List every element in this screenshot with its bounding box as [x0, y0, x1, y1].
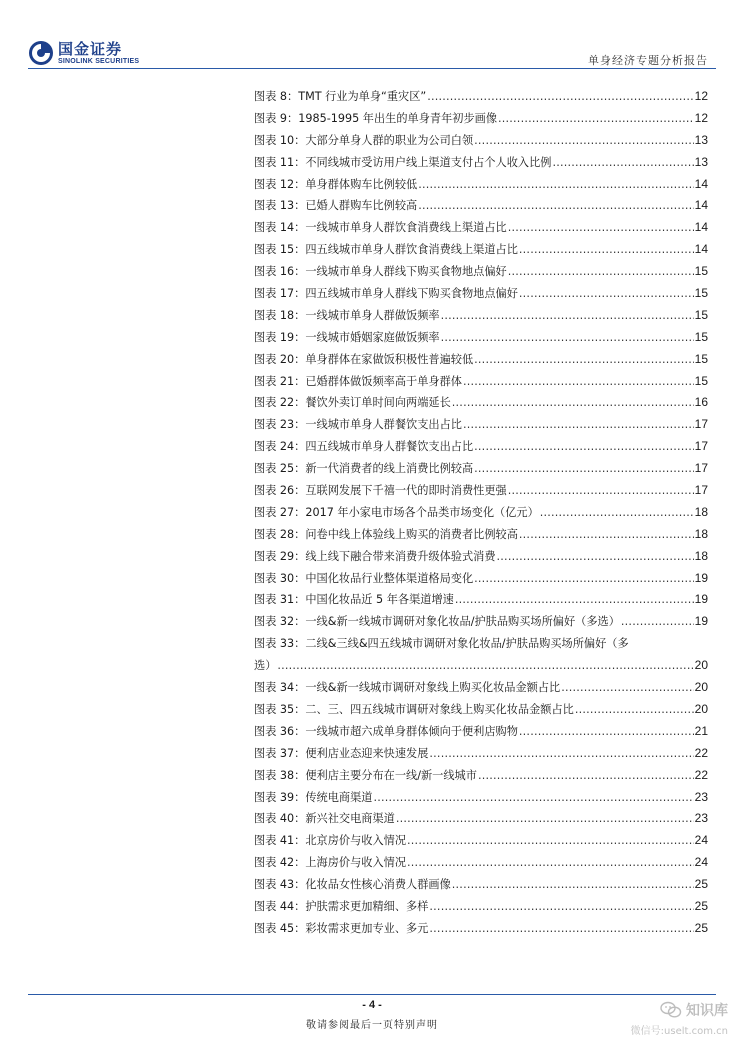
toc-entry-page: 25 [694, 920, 708, 935]
dot-leader [429, 922, 693, 935]
toc-entry-page: 21 [694, 723, 708, 738]
dot-leader [575, 703, 694, 716]
toc-entry-page: 16 [694, 395, 708, 410]
toc-entry-page: 25 [694, 898, 708, 913]
toc-entry[interactable] [254, 789, 708, 811]
figure-index [254, 88, 708, 942]
watermark [631, 1000, 728, 1037]
watermark-account: 微信号:uselt.com.cn [630, 1026, 728, 1037]
toc-entry-title: 图表 27：2017 年小家电市场各个品类市场变化（亿元） [254, 505, 539, 519]
toc-entry-page: 17 [694, 439, 708, 454]
toc-entry[interactable] [254, 460, 708, 482]
toc-entry-page: 13 [694, 132, 708, 147]
toc-entry[interactable] [254, 154, 708, 176]
toc-entry-title: 图表 10：大部分单身人群的职业为公司白领 [254, 133, 474, 147]
toc-entry-page: 17 [694, 417, 708, 432]
dot-leader [452, 396, 694, 409]
toc-entry[interactable] [254, 329, 708, 351]
toc-entry-page: 14 [694, 242, 708, 257]
dot-leader [418, 178, 693, 191]
toc-entry-page: 19 [694, 592, 708, 607]
toc-entry-title: 图表 43：化妆品女性核心消费人群画像 [254, 878, 451, 892]
toc-entry-title: 图表 21：已婚群体做饭频率高于单身群体 [254, 374, 462, 388]
dot-leader [621, 615, 694, 628]
toc-entry-title: 图表 16：一线城市单身人群线下购买食物地点偏好 [254, 265, 507, 279]
toc-entry-page: 12 [694, 110, 708, 125]
toc-entry-page: 24 [694, 855, 708, 870]
company-logo [28, 40, 139, 66]
toc-entry-title: 图表 41：北京房价与收入情况 [254, 834, 407, 848]
toc-entry-title: 图表 20：单身群体在家做饭积极性普遍较低 [254, 352, 474, 366]
toc-entry-page: 25 [694, 877, 708, 892]
toc-entry-page: 12 [694, 89, 708, 103]
dot-leader [452, 878, 694, 891]
toc-entry-page: 17 [694, 461, 708, 476]
toc-entry-wrapped-line2[interactable] [254, 657, 708, 679]
toc-entry[interactable] [254, 613, 708, 635]
toc-entry-title: 图表 34：一线&新一线城市调研对象线上购买化妆品金额占比 [254, 681, 561, 695]
disclaimer-note: 敬请参阅最后一页特别声明 [306, 1020, 438, 1031]
dot-leader [519, 243, 694, 256]
toc-entry-page: 18 [694, 504, 708, 519]
toc-entry-page: 14 [694, 176, 708, 191]
toc-entry-title: 图表 22：餐饮外卖订单时间向两端延长 [254, 396, 451, 410]
toc-entry[interactable] [254, 416, 708, 438]
toc-entry-title: 图表 37：便利店业态迎来快速发展 [254, 746, 429, 760]
toc-entry-title: 图表 44：护肤需求更加精细、多样 [254, 899, 429, 913]
toc-entry[interactable] [254, 394, 708, 416]
dot-leader [552, 156, 693, 169]
toc-entry-title: 图表 36：一线城市超六成单身群体倾向于便利店购物 [254, 724, 518, 738]
dot-leader [561, 681, 693, 694]
toc-entry-page: 15 [694, 351, 708, 366]
toc-entry-page: 20 [694, 658, 708, 673]
toc-entry[interactable] [254, 88, 708, 110]
toc-entry[interactable] [254, 307, 708, 329]
watermark-name: 知识库 [686, 1003, 728, 1019]
toc-entry[interactable] [254, 854, 708, 876]
toc-entry-title: 图表 26：互联网发展下千禧一代的即时消费性更强 [254, 484, 507, 498]
toc-entry-title: 图表 8：TMT 行业为单身“重灾区” [254, 90, 427, 103]
toc-entry[interactable] [254, 876, 708, 898]
dot-leader [373, 791, 693, 804]
toc-entry-title: 图表 12：单身群体购车比例较低 [254, 177, 418, 191]
toc-entry[interactable] [254, 767, 708, 789]
dot-leader [498, 112, 694, 125]
toc-entry-title: 图表 15：四五线城市单身人群饮食消费线上渠道占比 [254, 243, 518, 257]
toc-entry-page: 22 [694, 767, 708, 782]
toc-entry[interactable] [254, 810, 708, 832]
toc-entry-page: 20 [694, 701, 708, 716]
report-type-title: 单身经济专题分析报告 [588, 54, 708, 67]
toc-entry-title: 图表 31：中国化妆品近 5 年各渠道增速 [254, 593, 454, 607]
toc-entry-title: 图表 25：新一代消费者的线上消费比例较高 [254, 462, 474, 476]
toc-entry[interactable] [254, 482, 708, 504]
toc-entry-page: 14 [694, 198, 708, 213]
toc-entry-title: 图表 29：线上线下融合带来消费升级体验式消费 [254, 549, 496, 563]
toc-entry-page: 15 [694, 286, 708, 301]
toc-entry[interactable] [254, 132, 708, 154]
toc-entry-page: 14 [694, 220, 708, 235]
toc-entry-page: 18 [694, 548, 708, 563]
toc-entry-page: 22 [694, 745, 708, 760]
toc-entry-page: 20 [694, 680, 708, 695]
toc-entry-title: 图表 33：二线&三线&四五线城市调研对象化妆品/护肤品购买场所偏好（多 [254, 637, 629, 651]
toc-entry[interactable] [254, 285, 708, 307]
toc-entry-title: 图表 19：一线城市婚姻家庭做饭频率 [254, 330, 440, 344]
dot-leader [474, 353, 693, 366]
toc-entry-page: 15 [694, 329, 708, 344]
toc-entry[interactable] [254, 241, 708, 263]
toc-entry[interactable] [254, 832, 708, 854]
toc-entry-page: 15 [694, 307, 708, 322]
dot-leader [455, 593, 694, 606]
dot-leader [508, 221, 694, 234]
dot-leader [407, 834, 694, 847]
dot-leader [519, 287, 694, 300]
toc-entry[interactable] [254, 591, 708, 613]
toc-entry[interactable] [254, 219, 708, 241]
dot-leader [519, 528, 694, 541]
dot-leader [427, 90, 693, 103]
toc-entry-title: 图表 32：一线&新一线城市调研对象化妆品/护肤品购买场所偏好（多选） [254, 615, 620, 629]
toc-entry-page: 17 [694, 483, 708, 498]
toc-entry-title-cont: 选） [254, 659, 277, 673]
dot-leader [407, 856, 694, 869]
toc-entry-title: 图表 13：已婚人群购车比例较高 [254, 199, 418, 213]
toc-entry-title: 图表 24：四五线城市单身人群餐饮支出占比 [254, 440, 474, 454]
wechat-icon [660, 1001, 682, 1019]
toc-entry-title: 图表 14：一线城市单身人群饮食消费线上渠道占比 [254, 221, 507, 235]
dot-leader [441, 331, 694, 344]
toc-entry[interactable] [254, 548, 708, 570]
dot-leader [474, 572, 693, 585]
dot-leader [474, 440, 693, 453]
dot-leader [418, 199, 693, 212]
dot-leader [429, 747, 693, 760]
toc-entry[interactable] [254, 526, 708, 548]
dot-leader [474, 462, 693, 475]
toc-entry-page: 24 [694, 833, 708, 848]
toc-entry-title: 图表 11：不同线城市受访用户线上渠道支付占个人收入比例 [254, 155, 552, 169]
page-number: - 4 - [362, 999, 382, 1011]
toc-entry-page: 19 [694, 570, 708, 585]
toc-entry[interactable] [254, 898, 708, 920]
toc-entry-title: 图表 9：1985-1995 年出生的单身青年初步画像 [254, 111, 498, 125]
toc-entry-title: 图表 17：四五线城市单身人群线下购买食物地点偏好 [254, 287, 518, 301]
toc-entry[interactable] [254, 176, 708, 198]
dot-leader [519, 725, 694, 738]
logo-english-name: SINOLINK SECURITIES [58, 57, 140, 65]
dot-leader [277, 659, 693, 672]
toc-entry[interactable] [254, 197, 708, 219]
toc-entry[interactable] [254, 679, 708, 701]
dot-leader [497, 550, 694, 563]
footer-divider [28, 994, 716, 995]
toc-entry[interactable] [254, 438, 708, 460]
toc-entry-wrapped-line1[interactable] [254, 635, 708, 657]
toc-entry-title: 图表 30：中国化妆品行业整体渠道格局变化 [254, 571, 474, 585]
toc-entry-page: 15 [694, 264, 708, 279]
dot-leader [429, 900, 693, 913]
toc-entry-title: 图表 40：新兴社交电商渠道 [254, 812, 395, 826]
toc-entry-title: 图表 45：彩妆需求更加专业、多元 [254, 921, 429, 935]
toc-entry-title: 图表 28：问卷中线上体验线上购买的消费者比例较高 [254, 527, 518, 541]
toc-entry[interactable] [254, 745, 708, 767]
toc-entry-title: 图表 18：一线城市单身人群做饭频率 [254, 308, 440, 322]
dot-leader [508, 265, 694, 278]
toc-entry[interactable] [254, 110, 708, 132]
toc-entry[interactable] [254, 504, 708, 526]
header-divider [28, 68, 716, 69]
dot-leader [463, 418, 694, 431]
toc-entry[interactable] [254, 263, 708, 285]
toc-entry-page: 13 [694, 154, 708, 169]
toc-entry-title: 图表 35：二、三、四五线城市调研对象线上购买化妆品金额占比 [254, 702, 574, 716]
dot-leader [463, 375, 694, 388]
toc-entry[interactable] [254, 701, 708, 723]
toc-entry-page: 18 [694, 526, 708, 541]
toc-entry-page: 23 [694, 811, 708, 826]
dot-leader [508, 484, 694, 497]
toc-entry[interactable] [254, 723, 708, 745]
logo-chinese-name: 国金证券 [58, 39, 123, 58]
page-header [0, 0, 744, 72]
toc-entry-title: 图表 38：便利店主要分布在一线/新一线城市 [254, 768, 477, 782]
toc-entry[interactable] [254, 373, 708, 395]
toc-entry-page: 19 [694, 614, 708, 629]
toc-entry[interactable] [254, 570, 708, 592]
toc-entry[interactable] [254, 920, 708, 942]
toc-entry-title: 图表 39：传统电商渠道 [254, 790, 373, 804]
dot-leader [474, 134, 693, 147]
dot-leader [441, 309, 694, 322]
dot-leader [478, 769, 694, 782]
dot-leader [540, 506, 694, 519]
toc-entry-page: 15 [694, 373, 708, 388]
toc-entry[interactable] [254, 351, 708, 373]
toc-entry-title: 图表 23：一线城市单身人群餐饮支出占比 [254, 418, 462, 432]
sinolink-logo-icon [28, 40, 54, 66]
toc-entry-title: 图表 42：上海房价与收入情况 [254, 856, 407, 870]
toc-entry-page: 23 [694, 789, 708, 804]
dot-leader [396, 812, 694, 825]
